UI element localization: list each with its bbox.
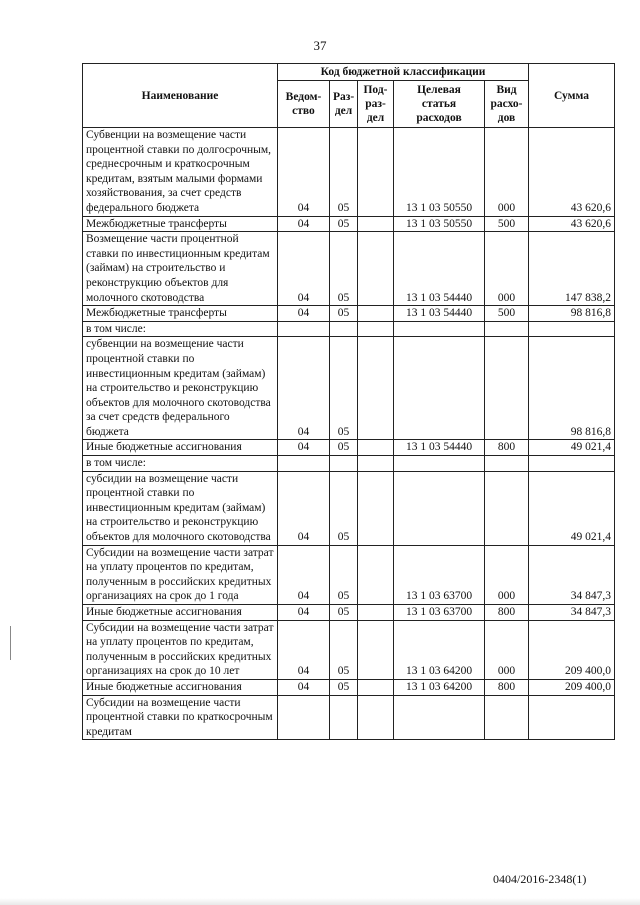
page-number: 37 bbox=[313, 38, 327, 53]
row-vedomstvo: 04 bbox=[278, 128, 330, 217]
row-name: Межбюджетные трансферты bbox=[83, 216, 278, 232]
row-vedomstvo: 04 bbox=[278, 306, 330, 322]
row-vid-rashodov bbox=[485, 337, 529, 440]
table-row bbox=[83, 456, 615, 472]
table-row bbox=[83, 306, 615, 322]
row-name: в том числе: bbox=[83, 456, 278, 472]
header-row-group bbox=[83, 64, 615, 81]
row-razdel bbox=[330, 695, 358, 740]
table-row bbox=[83, 679, 615, 695]
row-sum: 34 847,3 bbox=[529, 545, 615, 604]
row-name: Иные бюджетные ассигнования bbox=[83, 679, 278, 695]
row-name: Субсидии на возмещение части затрат на уплату процентов по кредитам, полученным в российских кредитных организациях на срок до 1 года bbox=[83, 545, 278, 604]
row-sum: 98 816,8 bbox=[529, 306, 615, 322]
row-sum bbox=[529, 321, 615, 337]
table-row bbox=[83, 128, 615, 217]
row-vedomstvo: 04 bbox=[278, 605, 330, 621]
row-vedomstvo bbox=[278, 456, 330, 472]
row-podrazdel bbox=[358, 128, 394, 217]
row-sum: 49 021,4 bbox=[529, 440, 615, 456]
row-razdel: 05 bbox=[330, 679, 358, 695]
table-row bbox=[83, 440, 615, 456]
scan-bottom-edge bbox=[0, 898, 640, 905]
row-razdel: 05 bbox=[330, 337, 358, 440]
row-podrazdel bbox=[358, 471, 394, 545]
row-razdel: 05 bbox=[330, 128, 358, 217]
row-podrazdel bbox=[358, 545, 394, 604]
row-name: Субвенции на возмещение части процентной ставки по долгосрочным, среднесрочным и краткосрочным кредитам, взятым малыми формами хозяйствования, за счет средств федерального бюджета bbox=[83, 128, 278, 217]
table-body bbox=[83, 128, 615, 740]
row-celevaya-statya bbox=[394, 695, 485, 740]
row-sum bbox=[529, 695, 615, 740]
row-razdel bbox=[330, 456, 358, 472]
table-row bbox=[83, 605, 615, 621]
table-row bbox=[83, 337, 615, 440]
row-vedomstvo: 04 bbox=[278, 679, 330, 695]
row-vid-rashodov: 800 bbox=[485, 605, 529, 621]
row-razdel: 05 bbox=[330, 440, 358, 456]
row-sum: 209 400,0 bbox=[529, 620, 615, 679]
row-sum: 43 620,6 bbox=[529, 128, 615, 217]
table-row bbox=[83, 216, 615, 232]
row-vedomstvo: 04 bbox=[278, 440, 330, 456]
row-vid-rashodov bbox=[485, 321, 529, 337]
row-podrazdel bbox=[358, 605, 394, 621]
row-podrazdel bbox=[358, 321, 394, 337]
row-razdel: 05 bbox=[330, 605, 358, 621]
footer-document-code: 0404/2016-2348(1) bbox=[493, 872, 587, 886]
table-row bbox=[83, 321, 615, 337]
row-celevaya-statya: 13 1 03 64200 bbox=[394, 679, 485, 695]
header-razdel: Раз- дел bbox=[330, 81, 358, 128]
row-name: Возмещение части процентной ставки по инвестиционным кредитам (займам) на строительство и реконструкцию объектов для молочного скотоводства bbox=[83, 232, 278, 306]
row-razdel: 05 bbox=[330, 620, 358, 679]
row-celevaya-statya: 13 1 03 54440 bbox=[394, 440, 485, 456]
row-vedomstvo: 04 bbox=[278, 232, 330, 306]
row-celevaya-statya bbox=[394, 321, 485, 337]
row-celevaya-statya: 13 1 03 50550 bbox=[394, 128, 485, 217]
table-row bbox=[83, 620, 615, 679]
row-razdel: 05 bbox=[330, 232, 358, 306]
row-sum: 34 847,3 bbox=[529, 605, 615, 621]
row-sum: 209 400,0 bbox=[529, 679, 615, 695]
row-name: Иные бюджетные ассигнования bbox=[83, 440, 278, 456]
row-vedomstvo bbox=[278, 695, 330, 740]
row-name: Субсидии на возмещение части процентной ставки по краткосрочным кредитам bbox=[83, 695, 278, 740]
header-celevaya-statya: Целевая статья расходов bbox=[394, 81, 485, 128]
row-razdel: 05 bbox=[330, 216, 358, 232]
row-vid-rashodov bbox=[485, 456, 529, 472]
row-sum bbox=[529, 456, 615, 472]
row-celevaya-statya: 13 1 03 50550 bbox=[394, 216, 485, 232]
header-vedomstvo: Ведом- ство bbox=[278, 81, 330, 128]
row-celevaya-statya bbox=[394, 337, 485, 440]
row-vid-rashodov: 000 bbox=[485, 545, 529, 604]
row-podrazdel bbox=[358, 695, 394, 740]
table-row bbox=[83, 232, 615, 306]
row-razdel: 05 bbox=[330, 306, 358, 322]
row-razdel: 05 bbox=[330, 545, 358, 604]
row-celevaya-statya: 13 1 03 63700 bbox=[394, 545, 485, 604]
header-classification-group: Код бюджетной классификации bbox=[278, 64, 529, 81]
row-podrazdel bbox=[358, 679, 394, 695]
header-name: Наименование bbox=[83, 64, 278, 128]
row-sum: 43 620,6 bbox=[529, 216, 615, 232]
row-vedomstvo: 04 bbox=[278, 216, 330, 232]
row-podrazdel bbox=[358, 440, 394, 456]
row-sum: 147 838,2 bbox=[529, 232, 615, 306]
row-celevaya-statya: 13 1 03 54440 bbox=[394, 306, 485, 322]
row-sum: 49 021,4 bbox=[529, 471, 615, 545]
row-name: субсидии на возмещение части процентной ставки по инвестиционным кредитам (займам) на строительство и реконструкцию объектов для молочного скотоводства bbox=[83, 471, 278, 545]
scan-edge-mark bbox=[10, 626, 11, 660]
header-sum: Сумма bbox=[529, 64, 615, 128]
row-podrazdel bbox=[358, 216, 394, 232]
row-podrazdel bbox=[358, 456, 394, 472]
row-name: в том числе: bbox=[83, 321, 278, 337]
row-razdel bbox=[330, 321, 358, 337]
row-celevaya-statya: 13 1 03 54440 bbox=[394, 232, 485, 306]
row-vid-rashodov bbox=[485, 695, 529, 740]
row-vedomstvo: 04 bbox=[278, 337, 330, 440]
row-vid-rashodov: 000 bbox=[485, 620, 529, 679]
row-razdel: 05 bbox=[330, 471, 358, 545]
header-vid-rashodov: Вид расхо- дов bbox=[485, 81, 529, 128]
row-vid-rashodov: 800 bbox=[485, 679, 529, 695]
row-vid-rashodov: 000 bbox=[485, 128, 529, 217]
row-name: Иные бюджетные ассигнования bbox=[83, 605, 278, 621]
row-celevaya-statya bbox=[394, 471, 485, 545]
row-vid-rashodov: 000 bbox=[485, 232, 529, 306]
row-name: субвенции на возмещение части процентной ставки по инвестиционным кредитам (займам) на строительство и реконструкцию объектов для молочного скотоводства за счет средств федерального бюджета bbox=[83, 337, 278, 440]
header-podrazdel: Под- раз- дел bbox=[358, 81, 394, 128]
budget-table bbox=[82, 63, 615, 740]
row-vid-rashodov: 800 bbox=[485, 440, 529, 456]
row-vid-rashodov: 500 bbox=[485, 306, 529, 322]
row-celevaya-statya: 13 1 03 64200 bbox=[394, 620, 485, 679]
row-name: Межбюджетные трансферты bbox=[83, 306, 278, 322]
row-celevaya-statya: 13 1 03 63700 bbox=[394, 605, 485, 621]
row-vedomstvo: 04 bbox=[278, 545, 330, 604]
row-vedomstvo bbox=[278, 321, 330, 337]
row-name: Субсидии на возмещение части затрат на уплату процентов по кредитам, полученным в российских кредитных организациях на срок до 10 лет bbox=[83, 620, 278, 679]
table-row bbox=[83, 471, 615, 545]
row-celevaya-statya bbox=[394, 456, 485, 472]
table-row bbox=[83, 695, 615, 740]
row-podrazdel bbox=[358, 337, 394, 440]
row-vedomstvo: 04 bbox=[278, 620, 330, 679]
row-vid-rashodov bbox=[485, 471, 529, 545]
row-sum: 98 816,8 bbox=[529, 337, 615, 440]
row-vid-rashodov: 500 bbox=[485, 216, 529, 232]
row-podrazdel bbox=[358, 620, 394, 679]
row-podrazdel bbox=[358, 306, 394, 322]
row-podrazdel bbox=[358, 232, 394, 306]
table-row bbox=[83, 545, 615, 604]
row-vedomstvo: 04 bbox=[278, 471, 330, 545]
